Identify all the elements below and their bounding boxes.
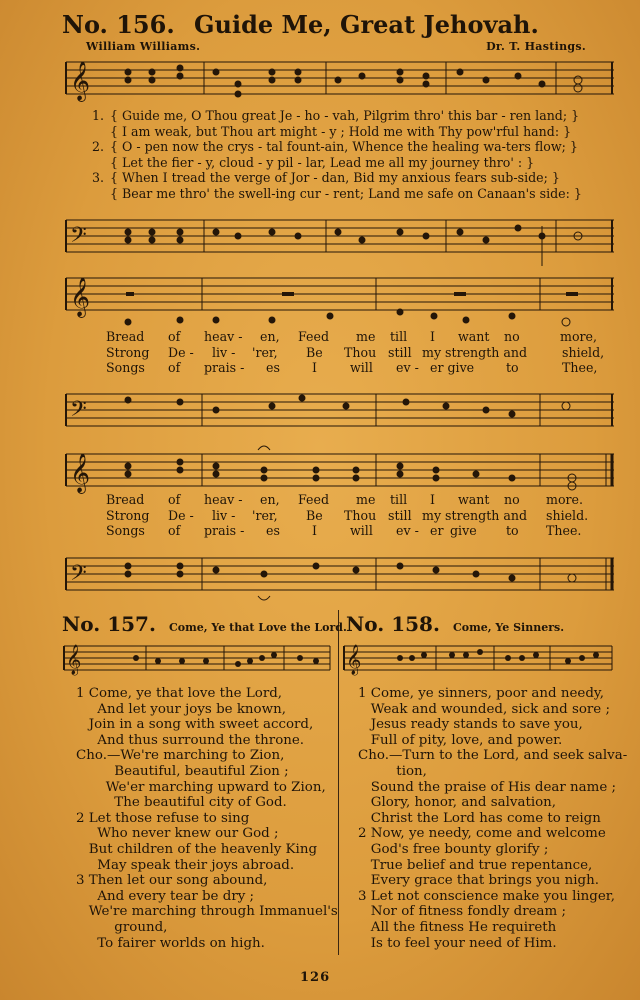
system1-treble-staff — [66, 58, 616, 108]
hymn-158-header — [346, 612, 564, 636]
hymn-157-header — [62, 612, 347, 636]
svg-text:𝄞: 𝄞 — [346, 645, 362, 675]
hymn-157-number: No. 157. — [62, 612, 156, 636]
verse-line: { I am weak, but Thou art might - y ; Hold me with Thy pow'rful hand: } — [110, 123, 572, 139]
hymn-158-staff — [344, 640, 614, 680]
system1-bass-staff — [66, 206, 616, 261]
hymn-156-title: Guide Me, Great Jehovah. — [194, 10, 539, 39]
refrain-line: Strong De - liv - 'rer, Be Thou still my strength and shield. — [106, 507, 589, 523]
hymn-156-refrain-2 — [100, 492, 610, 539]
hymn-156-author: William Williams. — [86, 40, 201, 53]
hymn-158-number: No. 158. — [346, 612, 440, 636]
verse-line: 2. { O - pen now the crys - tal fount-ain, Whence the healing wa-ters flow; } — [92, 139, 578, 154]
svg-text:𝄞: 𝄞 — [66, 645, 82, 675]
verse-line: 1. { Guide me, O Thou great Je - ho - vah, Pilgrim thro' this bar - ren land; } — [92, 108, 580, 123]
system2-bass-staff — [66, 384, 616, 434]
refrain-line: Songs of prais - es I will ev - er give to Thee. — [106, 523, 582, 538]
verse-line: 3. { When I tread the verge of Jor - dan, Bid my anxious fears sub-side; } — [92, 170, 560, 185]
column-divider — [338, 610, 339, 955]
refrain-line: Bread of heav - en, Feed me till I want no more. — [106, 492, 584, 507]
page-number: 126 — [300, 970, 331, 985]
hymn-156-header — [62, 10, 622, 40]
hymn-156-number: No. 156. — [62, 10, 175, 39]
svg-text:𝄢: 𝄢 — [70, 397, 87, 427]
hymn-156-refrain-1 — [100, 329, 610, 376]
hymn-156-credits — [86, 40, 586, 54]
verse-line: { Let the fier - y, cloud - y pil - lar, Lead me all my journey thro' : } — [110, 154, 535, 170]
refrain-line: Songs of prais - es I will ev - er give to Thee, — [106, 360, 598, 375]
hymn-157-staff — [64, 640, 332, 680]
svg-text:𝄢: 𝄢 — [70, 561, 87, 591]
hymn-158-text: 1 Come, ye sinners, poor and needy, Weak and wounded, sick and sore ; Jesus ready stands to save you, Full of pity, love, and power. Cho.—Turn to the Lord, and seek salva- tion, Sound the praise of His dear name ; Glory, honor, and salvation, Christ the Lord has come to reign 2 Now, ye needy, come and welcome God's free bounty glorify ; True belief and true repentance, Every grace that brings you nigh. 3 Let not conscience make you linger, Nor of fitness fondly dream ; All the fitness He requireth Is to feel your need of Him. — [358, 686, 628, 951]
hymn-157-title: Come, Ye that Love the Lord. — [169, 621, 347, 634]
system3-treble-staff — [66, 440, 616, 500]
verse-line: { Bear me thro' the swell-ing cur - rent; Land me safe on Canaan's side: } — [110, 185, 582, 201]
system3-bass-staff — [66, 548, 616, 608]
hymn-156-composer: Dr. T. Hastings. — [486, 40, 586, 53]
refrain-line: Strong De - liv - 'rer, Be Thou still my strength and shield, — [106, 344, 605, 360]
refrain-line: Bread of heav - en, Feed me till I want no more, — [106, 329, 598, 344]
svg-text:𝄞: 𝄞 — [70, 61, 91, 101]
svg-text:𝄞: 𝄞 — [70, 277, 91, 317]
hymn-157-text: 1 Come, ye that love the Lord, And let your joys be known, Join in a song with sweet accord, And thus surround the throne. Cho.—We're marching to Zion, Beautiful, beautiful Zion ; We'er marching upward to Zion, The beautiful city of God. 2 Let those refuse to sing Who never knew our God ; But children of the heavenly King May speak their joys abroad. 3 Then let our song abound, And every tear be dry ; We're marching through Immanuel's ground, To fairer worlds on high. — [76, 686, 338, 951]
hymn-158-title: Come, Ye Sinners. — [453, 621, 565, 634]
svg-text:𝄢: 𝄢 — [70, 223, 87, 253]
svg-text:𝄞: 𝄞 — [70, 453, 91, 493]
hymn-156-verses — [70, 108, 618, 201]
